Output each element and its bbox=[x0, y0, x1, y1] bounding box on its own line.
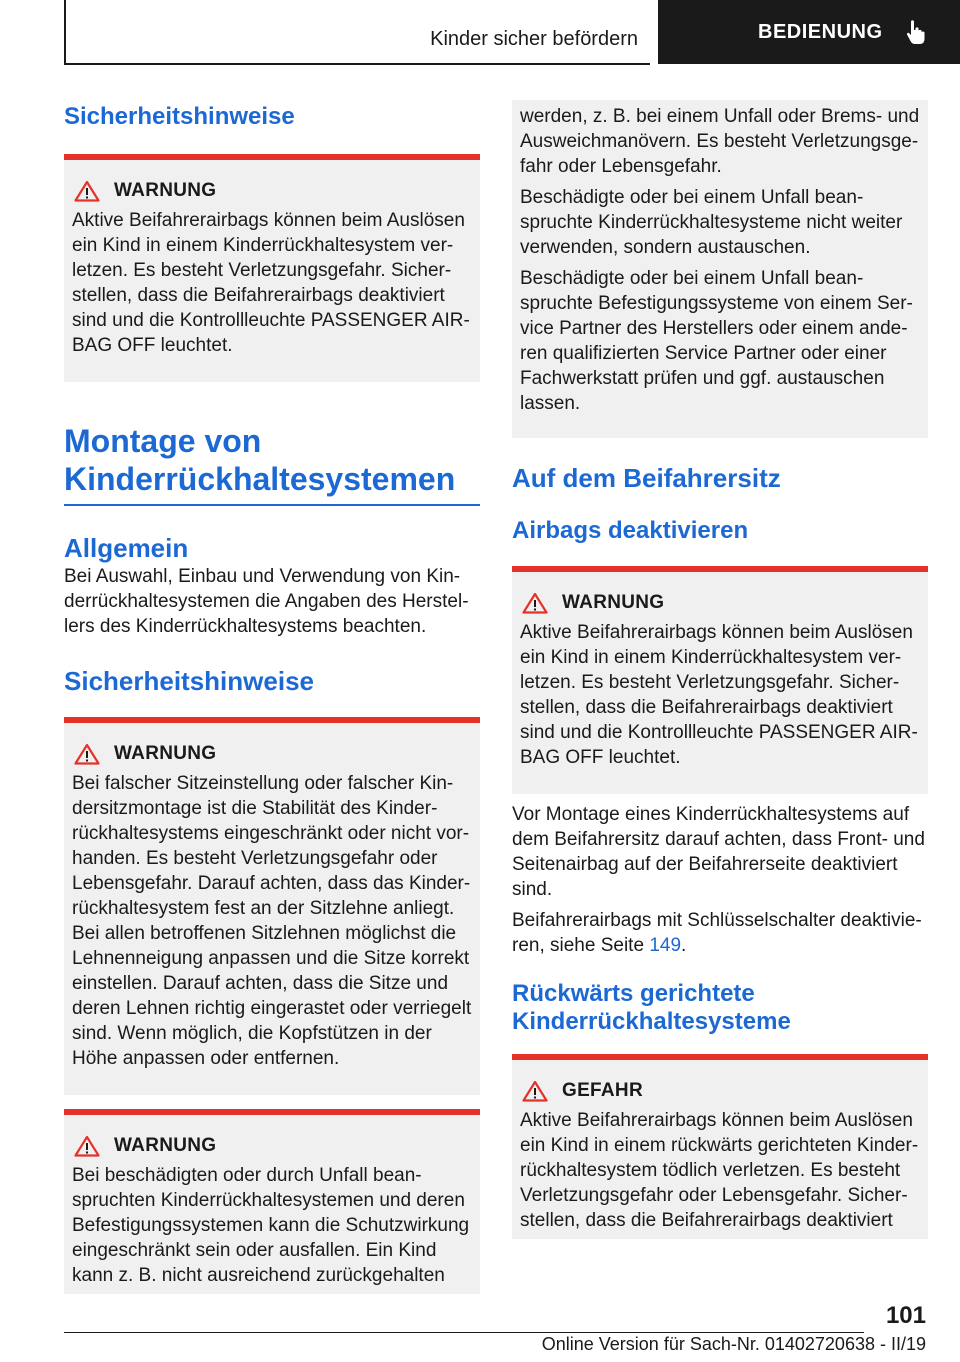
warning-3-cont-p2: Beschädigte oder bei einem Unfall beanspruchte Kinderrückhaltesysteme nicht weiter verwenden, sondern austauschen. bbox=[520, 187, 903, 258]
heading-allgemein: Allgemein bbox=[64, 533, 189, 563]
warning-triangle-icon bbox=[522, 592, 548, 614]
heading-montage: Montage von Kinderrückhaltesystemen bbox=[64, 423, 456, 497]
warning-box-2 bbox=[64, 717, 480, 1095]
header-chapter-tab[interactable] bbox=[658, 0, 960, 64]
right-column bbox=[512, 100, 928, 1239]
danger-box bbox=[512, 1054, 928, 1239]
warning-title-2: WARNUNG bbox=[74, 743, 472, 765]
left-column bbox=[64, 100, 480, 1294]
warning-text-3: Bei beschädigten oder durch Unfall beanspruchten Kinderrückhaltesystemen und deren Befestigungssystemen kann die Schutzwirkung eingeschränkt sein oder ausfallen. Ein Kind kann z. B. nicht ausreichend zurückgehalten bbox=[72, 1165, 470, 1286]
airbag-paragraph-1: Vor Montage eines Kinderrückhaltesystems auf dem Beifahrersitz darauf achten, dass Front- und Seitenairbag auf der Beifahrerseite deaktiviert sind. bbox=[512, 804, 925, 900]
allgemein-text: Bei Auswahl, Einbau und Verwendung von Kinderrückhaltesystemen die Angaben des Herstellers des Kinderrückhaltesystems beachten. bbox=[64, 566, 469, 637]
warning-3-cont-p1: werden, z. B. bei einem Unfall oder Brems- und Ausweichmanövern. Es besteht Verletzungsgefahr oder Lebensgefahr. bbox=[520, 106, 920, 177]
airbag-paragraph-2: Beifahrerairbags mit Schlüsselschalter deaktivieren, siehe Seite 149. bbox=[512, 910, 922, 956]
heading-sicherheitshinweise-2: Sicherheitshinweise bbox=[64, 666, 314, 696]
heading-rule bbox=[64, 504, 480, 506]
heading-rueckwaerts: Rückwärts gerichtete Kinderrückhaltesysteme bbox=[512, 980, 791, 1035]
warning-box-1 bbox=[64, 154, 480, 382]
warning-title-3: WARNUNG bbox=[74, 1135, 472, 1157]
warning-box-3 bbox=[64, 1109, 480, 1294]
warning-title-1: WARNUNG bbox=[74, 180, 472, 202]
footer-online-version: Online Version für Sach-Nr. 01402720638 - II/19 bbox=[541, 1334, 926, 1354]
pointing-hand-icon bbox=[905, 19, 927, 45]
page-number: 101 bbox=[885, 1302, 926, 1329]
header-chapter-label: BEDIENUNG bbox=[758, 20, 883, 43]
warning-triangle-icon bbox=[74, 743, 100, 765]
warning-title-4: WARNUNG bbox=[522, 592, 920, 614]
header-bottom-rule bbox=[64, 63, 650, 65]
danger-text: Aktive Beifahrerairbags können beim Auslösen ein Kind in einem rückwärts gerichteten Kinderrückhaltesystem tödlich verletzen. Es besteht Verletzungsgefahr oder Lebensgefahr. Sicherstellen, dass die Beifahrerairbags deaktiviert bbox=[520, 1110, 919, 1231]
page-link-149[interactable]: 149 bbox=[649, 935, 682, 956]
heading-airbags-deaktivieren: Airbags deaktivieren bbox=[512, 517, 749, 544]
footer-rule bbox=[64, 1332, 864, 1333]
header-left-border bbox=[64, 0, 66, 64]
warning-text-4: Aktive Beifahrerairbags können beim Auslösen ein Kind in einem Kinderrückhaltesystem verletzen. Es besteht Verletzungsgefahr. Sicherstellen, dass die Beifahrerairbags deaktiviert sind und die Kontrollleuchte PASSENGER AIRBAG OFF leuchtet. bbox=[520, 622, 918, 768]
heading-beifahrersitz: Auf dem Beifahrersitz bbox=[512, 463, 781, 493]
warning-box-3-continued bbox=[512, 100, 928, 438]
warning-text-2: Bei falscher Sitzeinstellung oder falscher Kindersitzmontage ist die Stabilität des Kinderrückhaltesystems eingeschränkt oder nicht vorhanden. Es besteht Verletzungsgefahr oder Lebensgefahr. Darauf achten, dass das Kinderrückhaltesystem fest an der Sitzlehne anliegt. Bei allen betroffenen Sitzlehnen möglichst die Lehnenneigung anpassen und die Sitze korrekt einstellen. Darauf achten, dass die Sitze und deren Lehnen richtig eingerastet oder verriegelt sind. Wenn möglich, die Kopfstützen in der Höhe anpassen oder entfernen. bbox=[72, 773, 472, 1069]
warning-triangle-icon bbox=[74, 1135, 100, 1157]
warning-text-1: Aktive Beifahrerairbags können beim Auslösen ein Kind in einem Kinderrückhaltesystem verletzen. Es besteht Verletzungsgefahr. Sicherstellen, dass die Beifahrerairbags deaktiviert sind und die Kontrollleuchte PASSENGER AIRBAG OFF leuchtet. bbox=[72, 210, 470, 356]
header-section-title: Kinder sicher befördern bbox=[430, 28, 638, 50]
warning-3-cont-p3: Beschädigte oder bei einem Unfall beanspruchte Befestigungssysteme von einem Service Partner des Herstellers oder einem anderen qualifizierten Service Partner oder einer Fachwerkstatt prüfen und ggf. austauschen lassen. bbox=[520, 268, 913, 414]
danger-title: GEFAHR bbox=[522, 1080, 920, 1102]
heading-sicherheitshinweise-1: Sicherheitshinweise bbox=[64, 103, 295, 130]
warning-triangle-icon bbox=[74, 180, 100, 202]
warning-triangle-icon bbox=[522, 1080, 548, 1102]
warning-box-4 bbox=[512, 566, 928, 794]
